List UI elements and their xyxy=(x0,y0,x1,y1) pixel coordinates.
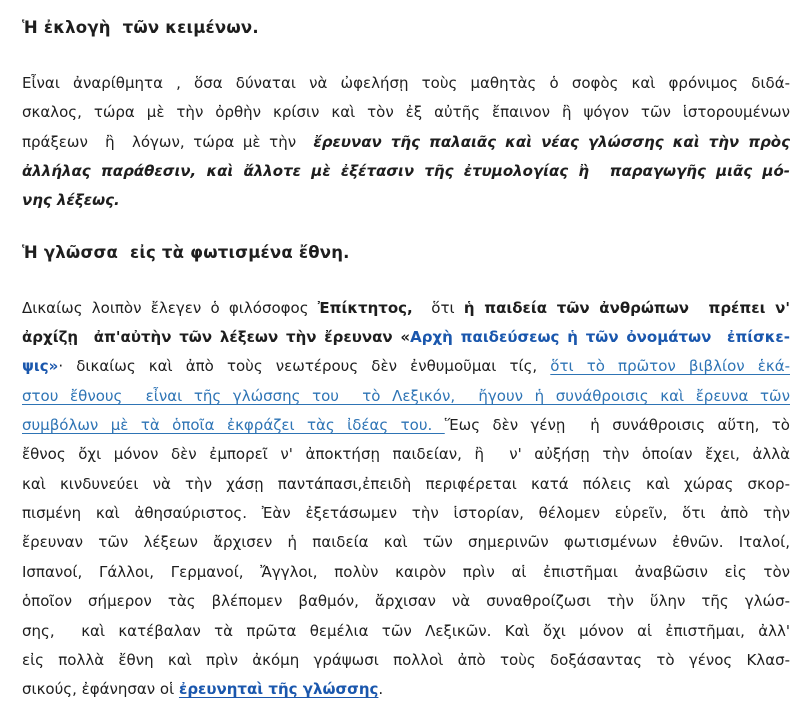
text-run: σης, καὶ κατέβαλαν τὰ πρῶτα θεμέλια τῶν Λεξικῶν. Καὶ ὄχι μόνον αἱ ἐπιστῆμαι, ἀλλ' xyxy=(22,621,790,640)
text-run: · δικαίως καὶ ἀπὸ τοὺς νεωτέρους δὲν ἐνθυμοῦμαι τίς, xyxy=(58,357,551,376)
text-line xyxy=(22,128,790,157)
hyperlink[interactable]: ὅτι τὸ πρῶτον βιβλίον ἑκά- xyxy=(550,357,790,376)
text-line xyxy=(22,528,790,557)
section-heading xyxy=(22,237,790,269)
text-line xyxy=(22,98,790,127)
hyperlink[interactable]: συμβόλων μὲ τὰ ὁποῖα ἐκφράζει τὰς ἰδέας του. xyxy=(22,416,445,435)
text-line xyxy=(22,646,790,675)
text-run: σκαλος, τώρα μὲ τὴν ὀρθὴν κρίσιν καὶ τὸν ἐξ αὐτῆς ἔπαινον ἢ ψόγον τῶν ἱστορουμένων xyxy=(22,103,790,122)
text-line xyxy=(22,294,790,323)
text-run: ὁποῖον σήμερον τὰς βλέπομεν βαθμόν, ἄρχισαν νὰ συναθροίζωσι τὴν ὕλην τῆς γλώσ- xyxy=(22,592,790,611)
paragraph xyxy=(22,294,790,705)
text-run: ἔθνος ὄχι μόνον δὲν ἐμπορεῖ ν' ἀποκτήσῃ παιδείαν, ἢ ν' αὐξήσῃ τὴν ὁποίαν ἔχει, ἀλλὰ xyxy=(22,445,790,464)
text-run: Ἡ ἐκλογὴ τῶν κειμένων. xyxy=(22,18,259,37)
text-run: πισμένη καὶ ἀθησαύριστος. Ἐὰν ἐξετάσωμεν τὴν ἱστορίαν, θέλομεν εὑρεῖν, ὅτι ἀπὸ τὴν xyxy=(22,504,790,523)
text-run: ἔρευναν τῆς παλαιᾶς καὶ νέας γλώσσης καὶ τὴν πρὸς xyxy=(313,132,790,151)
section-heading xyxy=(22,12,790,44)
hyperlink[interactable]: στου ἔθνους εἶναι τῆς γλώσσης του τὸ Λεξικόν, ἤγουν ἡ συνάθροισις καὶ ἔρευνα τῶν xyxy=(22,386,790,405)
text-run: πράξεων ἢ λόγων, τώρα μὲ τὴν xyxy=(22,132,314,151)
text-line xyxy=(22,411,790,440)
hyperlink[interactable]: ἐρευνηταὶ τῆς γλώσσης xyxy=(178,680,379,699)
text-run: Εἶναι ἀναρίθμητα , ὅσα δύναται νὰ ὠφελήσῃ τοὺς μαθητὰς ὁ σοφὸς καὶ φρόνιμος διδά- xyxy=(22,74,790,92)
text-run: Δικαίως λοιπὸν ἔλεγεν ὁ φιλόσοφος xyxy=(22,298,318,317)
text-line xyxy=(22,237,790,269)
text-run: καὶ κινδυνεύει νὰ τὴν χάσῃ παντάπασι,ἐπειδὴ περιφέρεται κατά πόλεις καὶ χώρας σκορ- xyxy=(22,474,790,493)
text-run: Ἡ γλῶσσα εἰς τὰ φωτισμένα ἔθνη. xyxy=(22,242,350,262)
text-run: Ἐπίκτητος, xyxy=(317,298,413,317)
text-run: . xyxy=(378,680,384,699)
text-line xyxy=(22,323,790,352)
text-run: ἡ παιδεία τῶν ἀνθρώπων πρέπει ν' xyxy=(463,298,790,317)
text-run: ὅτι xyxy=(412,298,464,317)
text-line xyxy=(22,157,790,186)
text-line xyxy=(22,440,790,469)
text-run: ψις» xyxy=(22,357,59,376)
text-line xyxy=(22,69,790,98)
paragraph xyxy=(22,69,790,216)
text-line xyxy=(22,587,790,616)
text-run: ἀρχίζῃ ἀπ'αὐτὴν τῶν λέξεων τὴν ἔρευναν « xyxy=(22,328,411,347)
text-line xyxy=(22,186,790,215)
text-run: νης λέξεως. xyxy=(22,191,120,210)
text-line xyxy=(22,617,790,646)
text-line xyxy=(22,12,790,44)
text-run: Αρχὴ παιδεύσεως ἡ τῶν ὀνομάτων ἐπίσκε- xyxy=(410,328,790,347)
text-line xyxy=(22,675,790,704)
text-line xyxy=(22,470,790,499)
text-line xyxy=(22,558,790,587)
text-line xyxy=(22,382,790,411)
text-run: ἀλλήλας παράθεσιν, καὶ ἄλλοτε μὲ ἐξέτασιν τῆς ἐτυμολογίας ἢ παραγωγῆς μιᾶς μό- xyxy=(22,162,790,181)
text-run: εἰς πολλὰ ἔθνη καὶ πρὶν ἀκόμη γράψωσι πολλοὶ ἀπὸ τοὺς δοξάσαντας τὸ γένος Κλασ- xyxy=(22,650,790,669)
text-run: Ισπανοί, Γάλλοι, Γερμανοί, Ἄγγλοι, πολὺν καιρὸν πρὶν αἱ ἐπιστῆμαι ἀναβῶσιν εἰς τὸν xyxy=(22,562,790,581)
text-run: σικούς, ἐφάνησαν οἱ xyxy=(22,680,179,699)
text-line xyxy=(22,499,790,528)
text-run: ἔρευναν τῶν λέξεων ἄρχισεν ἡ παιδεία καὶ τῶν σημερινῶν φωτισμένων ἐθνῶν. Ιταλοί, xyxy=(22,533,790,552)
text-run: Ἕως δὲν γένῃ ἡ συνάθροισις αὕτη, τὸ xyxy=(444,416,790,435)
text-line xyxy=(22,352,790,381)
